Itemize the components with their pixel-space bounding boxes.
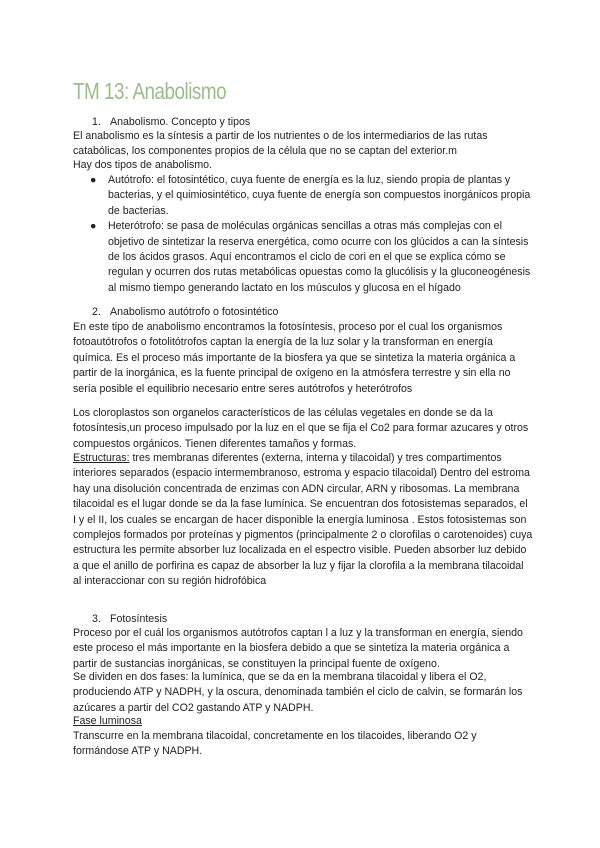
paragraph-chloroplasts: Los cloroplastos son organelos característicos de las células vegetales en donde se da la fotosíntesis,un proceso impulsado por la luz en el que se fija el Co2 para formar azucares y otros compuestos orgánicos. Tienen diferentes tamaños y formas. bbox=[73, 407, 529, 450]
subheading-fase-luminosa: Fase luminosa bbox=[73, 715, 142, 727]
paragraph-photosynthesis-intro: En este tipo de anabolismo encontramos la fotosíntesis, proceso por el cual los organismos fotoautótrofos o fotolitótrofos captan la energía de la luz solar y la transforman en energía química. Es el proceso más importante de la biosfera ya que se sintetiza la materia orgánica a partir de la inorgánica, es la fuente principal de oxígeno en la atmósfera terrestre y sin ella no sería posible el equilibrio necesario entre seres autótrofos y heterótrofos bbox=[73, 321, 516, 395]
section-number: 1. bbox=[92, 116, 101, 128]
list-item-text: Heterótrofo: se pasa de moléculas orgánicas sencillas a otras más complejas con el objetivo de sintetizar la reserva energética, como ocurre con los glúcidos a can la síntesis de los ácidos grasos. Aquí encontramos el ciclo de cori en el que se explica cómo se regulan y ocurren dos rutas metabólicas opuestas como la glucólisis y la gluconeogénesis al mismo tiempo generando lactato en los músculos y glucosa en el hígado bbox=[108, 220, 531, 294]
anabolism-types-list bbox=[92, 173, 532, 296]
paragraph-photosynthesis-definition: Proceso por el cuál los organismos autótrofos captan l a luz y la transforman en energía, siendo este proceso el más importante en la biosfera debido a que se sintetiza la materia orgánica a partir de sustancias inorgánicas, se constituyen la principal fuente de oxígeno. bbox=[73, 627, 523, 670]
section-title: Anabolismo autótrofo o fotosintético bbox=[110, 306, 279, 318]
section-number: 2. bbox=[92, 306, 101, 318]
list-item bbox=[92, 173, 532, 219]
bullet-icon: ● bbox=[90, 174, 97, 186]
paragraph-anabolism-definition: El anabolismo es la síntesis a partir de los nutrientes o de los intermediarios de las rutas catabólicas, los componentes propios de la célula que no se captan del exterior.m bbox=[73, 130, 488, 158]
section-title: Anabolismo. Concepto y tipos bbox=[110, 116, 251, 128]
paragraph-types-intro: Hay dos tipos de anabolismo. bbox=[73, 159, 212, 171]
bullet-icon: ● bbox=[90, 220, 97, 233]
section-title: Fotosíntesis bbox=[110, 613, 168, 625]
document-title: TM 13: Anabolismo bbox=[73, 78, 227, 104]
structures-text: tres membranas diferentes (externa, interna y tilacoidal) y tres compartimentos interiores separados (espacio intermembranoso, estroma y espacio tilacoidal) Dentro del estroma hay una disolución concentrada de enzimas con ADN circular, ARN y ribosomas. La membrana tilacoidal es el lugar donde se da la fase lumínica. Se encuentran dos fotosistemas separados, el I y el II, los cuales se encargan de hacer disponible la energía luminosa . Estos fotosistemas son complejos formados por proteínas y pigmentos (principalmente 2 o clorofilas o carotenoides) cuya estructura les permite absorber luz localizada en el espectro visible. Pueden absorber luz debido a que el anillo de porfirina es capaz de absorber la luz y fijar la clorofila a la membrana tilacoidal al interaccionar con su región hidrofóbica bbox=[73, 452, 533, 588]
paragraph-phases: Se dividen en dos fases: la lumínica, que se da en la membrana tilacoidal y libera el O2, produciendo ATP y NADPH, y la oscura, denominada también el ciclo de calvin, se formarán los azúcares a partir del CO2 gastando ATP y NADPH. bbox=[73, 671, 523, 714]
section-number: 3. bbox=[92, 613, 101, 625]
structures-label: Estructuras: bbox=[73, 452, 130, 464]
list-item-text: Autótrofo: el fotosintético, cuya fuente de energía es la luz, siendo propia de plantas y bacterias, y el quimiosintético, cuya fuente de energía son compuestos inorgánicos propia de bacterias. bbox=[108, 174, 531, 217]
paragraph-fase-luminosa: Transcurre en la membrana tilacoidal, concretamente en los tilacoides, liberando O2 y formándose ATP y NADPH. bbox=[73, 730, 477, 758]
section-2-heading bbox=[92, 305, 532, 320]
paragraph-structures bbox=[73, 451, 533, 590]
list-item bbox=[92, 219, 532, 296]
